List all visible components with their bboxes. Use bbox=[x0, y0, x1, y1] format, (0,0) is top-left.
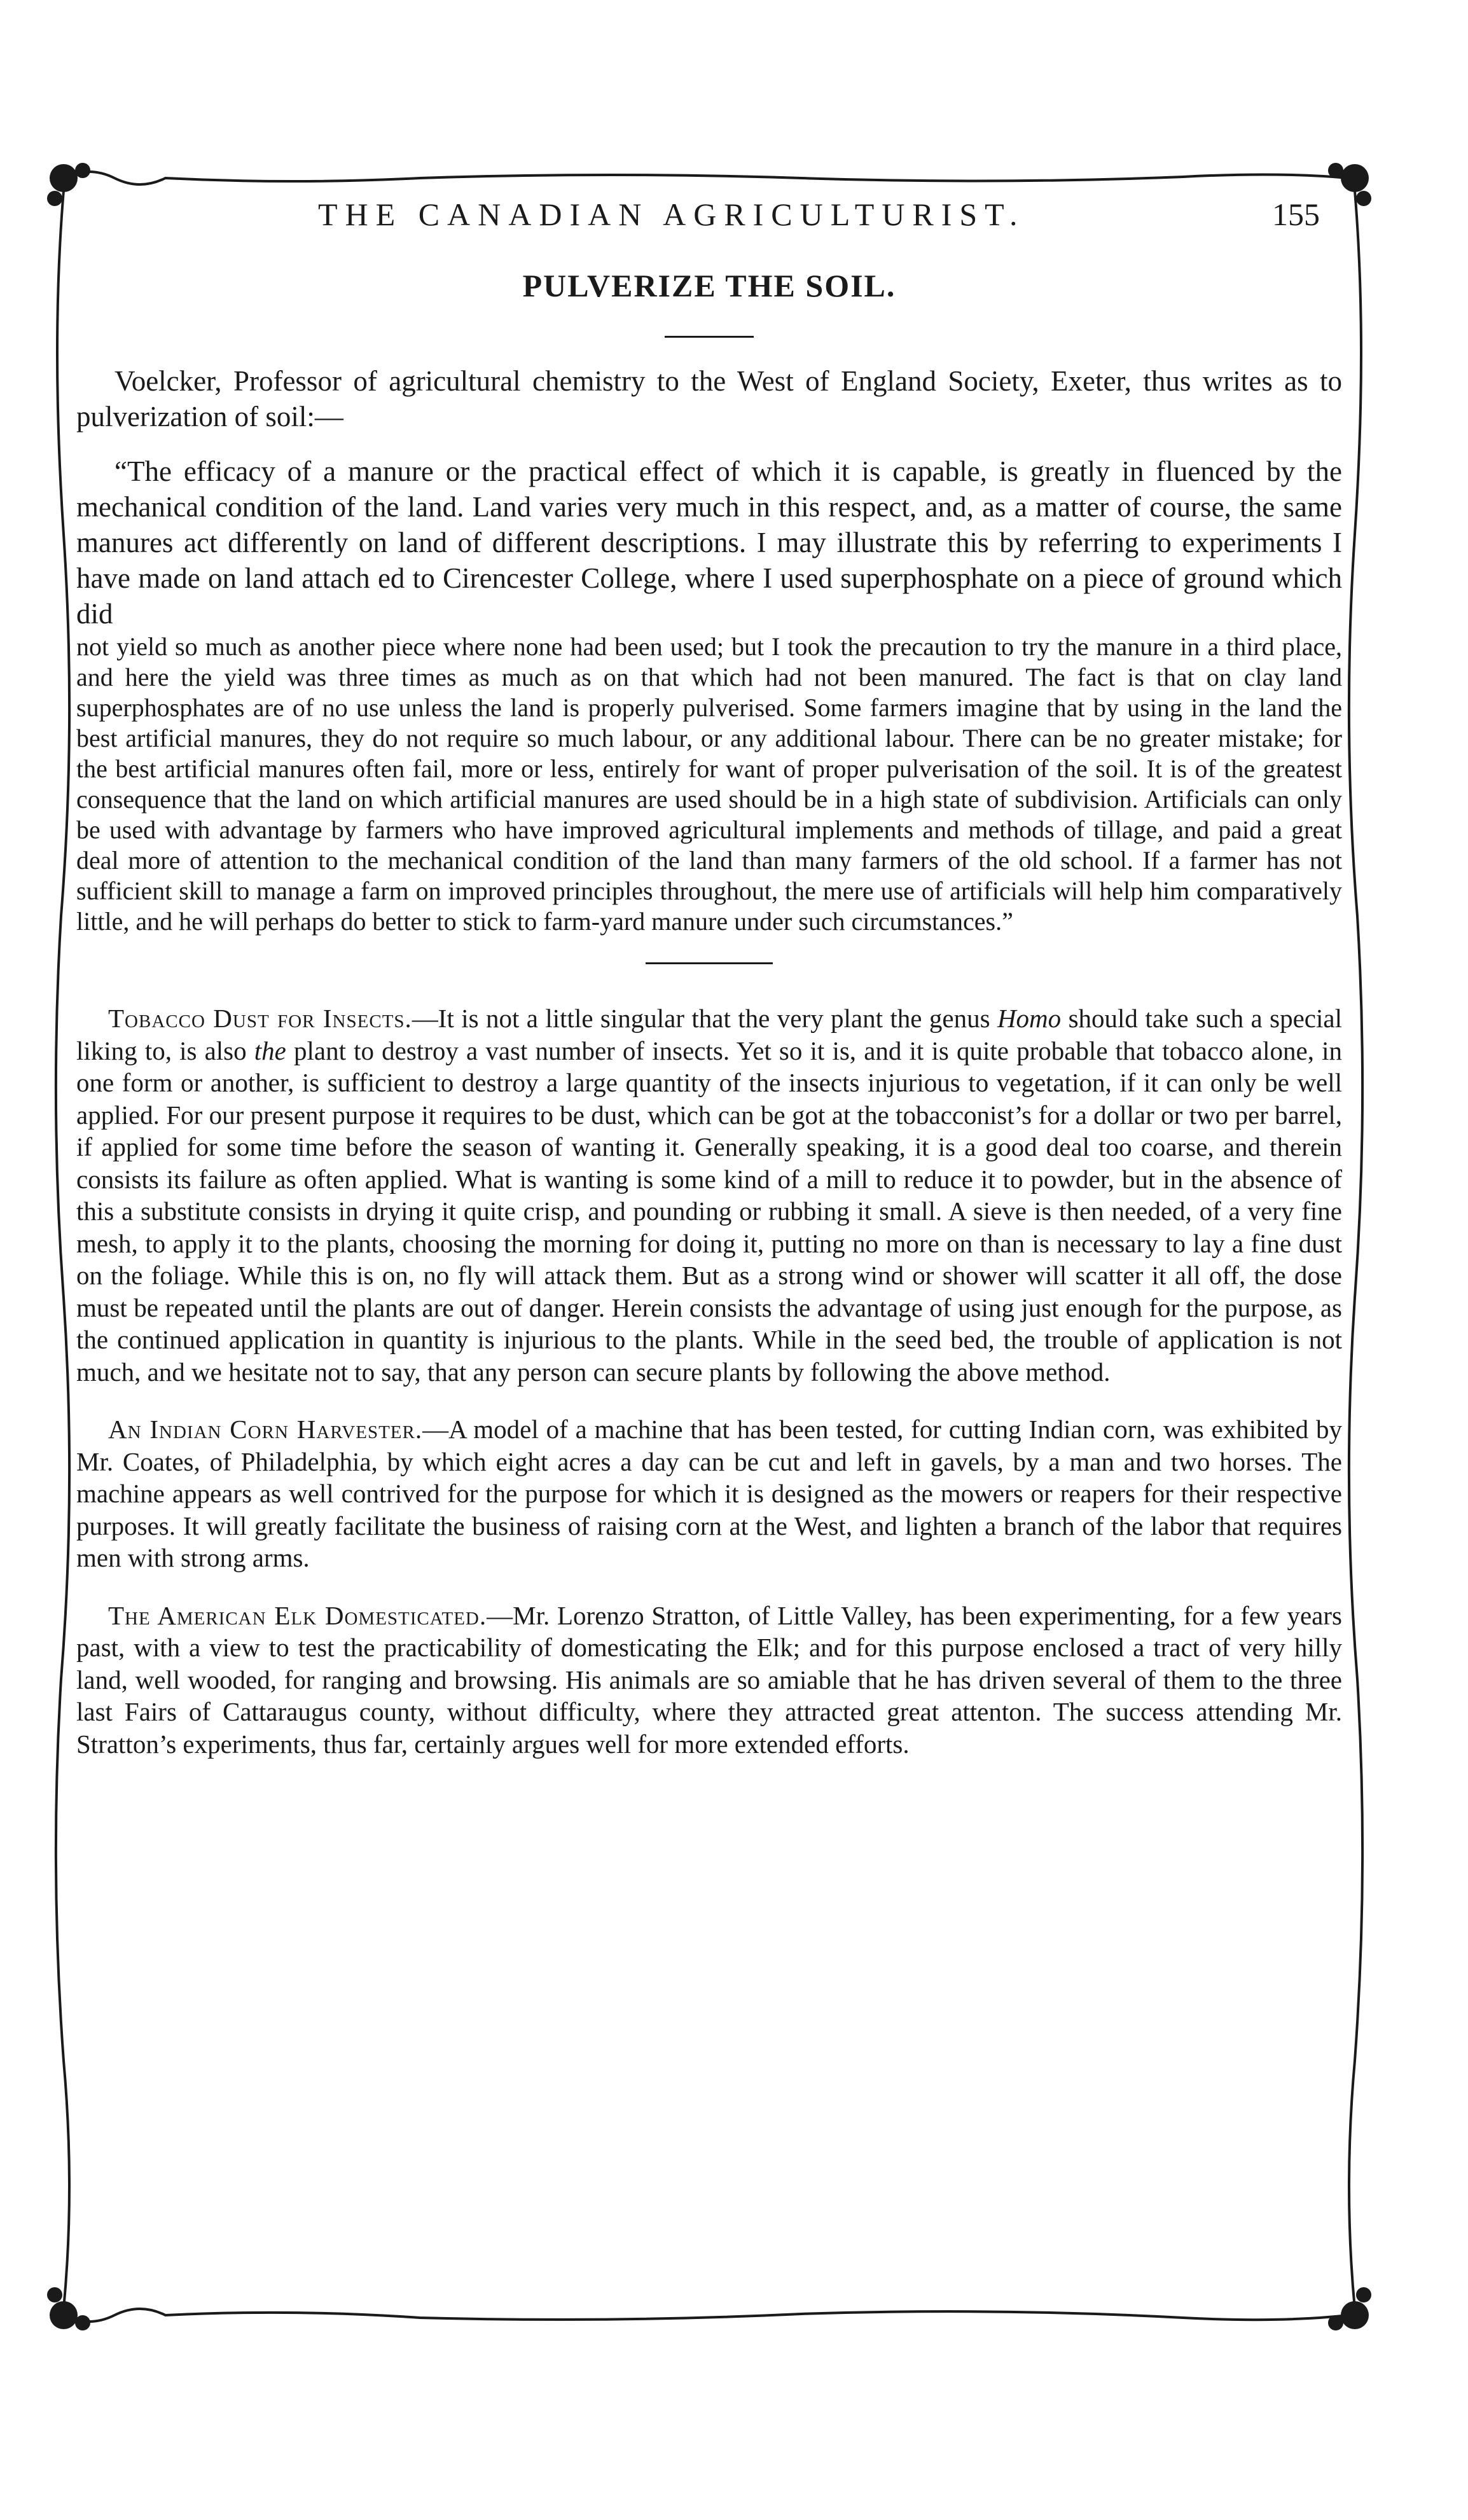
article-quote-part2: not yield so much as another piece where none had been used; but I took the precaution to try the manure in a third place, and here the yield was three times as much as on that which had not been manured. The fact is that on clay land superphosphates are of no use unless the land is properly pulverised. Some farmers imagine that by using in the land the best artificial manures, they do not require so much labour, or any additional labour. There can be no greater mistake; for the best artificial manures often fail, more or less, entirely for want of proper pulverisation of the soil. It is of the greatest consequence that the land on which artificial manures are used should be in a high state of subdivision. Artificials can only be used with advantage by farmers who have improved agricultural implements and methods of tillage, and paid a great deal more of attention to the mechanical condition of the land than many farmers of the old school. If a farmer has not sufficient skill to manage a farm on improved principles throughout, the mere use of artificials will help him comparatively little, and he will perhaps do better to stick to farm-yard manure under such circumstances.” bbox=[76, 632, 1342, 936]
elk-domesticated-body: —Mr. Lorenzo Stratton, of Little Valley, has been experimenting, for a few years past, with a view to test the practicability of domesticating the Elk; and for this purpose enclosed a tract of very hilly land, well wooded, for ranging and browsing. His animals are so amiable that he has driven several of them to the three last Fairs of Cattaraugus county, without difficulty, where they attracted great attenton. The success attending Mr. Stratton’s experiments, thus far, certainly argues well for more extended efforts. bbox=[76, 1600, 1342, 1759]
running-head bbox=[38, 196, 1380, 247]
corn-harvester-heading: An Indian Corn Harvester. bbox=[108, 1415, 423, 1444]
tobacco-dust-body-c: plant to destroy a vast number of insects. Yet so it is, and it is quite probable that tobacco alone, in one form or another, is sufficient to destroy a large quantity of the insects injurious to vegetation, if it can only be well applied. For our present purpose it requires to be dust, which can be got at the tobacconist’s for a dollar or two per barrel, if applied for some time before the season of wanting it. Generally speaking, it is a good deal too coarse, and therein consists its failure as often applied. What is wanting is some kind of a mill to reduce it to powder, but in the absence of this a substitute consists in drying it quite crisp, and pounding or rubbing it small. A sieve is then needed, of a very fine mesh, to apply it to the plants, choosing the morning for doing it, putting no more on than is necessary to lay a fine dust on the foliage. While this is on, no fly will attack them. But as a strong wind or shower will scatter it all off, the dose must be repeated until the plants are out of danger. Herein consists the advantage of using just enough for the purpose, as the continued application in quantity is injurious to the plants. While in the seed bed, the trouble of application is not much, and we hesitate not to say, that any person can secure plants by following the above method. bbox=[76, 1035, 1342, 1387]
page-frame bbox=[38, 153, 1380, 2341]
elk-domesticated-item bbox=[76, 1600, 1342, 1761]
tobacco-dust-heading: Tobacco Dust for Insects. bbox=[108, 1004, 412, 1033]
page-number: 155 bbox=[1272, 197, 1320, 232]
journal-title: THE CANADIAN AGRICULTURIST. bbox=[318, 197, 1025, 232]
elk-domesticated-heading: The American Elk Domesticated. bbox=[108, 1600, 487, 1630]
article-quote-part1: “The efficacy of a manure or the practical effect of which it is capable, is greatly in fluenced by the mechanical condition of the land. Land varies very much in this respect, and, as a matter of course, the same manures act differently on land of different descriptions. I may illustrate this by referring to experiments I have made on land attach ed to Cirencester College, where I used superphosphate on a piece of ground which did bbox=[76, 455, 1342, 630]
corn-harvester-body: —A model of a machine that has been tested, for cutting Indian corn, was exhibited by Mr. Coates, of Philadelphia, by which eight acres a day can be cut and left in gavels, by a man and two horses. The machine appears as well contrived for the purpose for which it is designed as the mowers or reapers for their respective purposes. It will greatly facilitate the business of raising corn at the West, and lighten a branch of the labor that requires men with strong arms. bbox=[76, 1415, 1342, 1572]
tobacco-dust-item bbox=[76, 1002, 1342, 1388]
article-title: PULVERIZE THE SOIL. bbox=[522, 268, 896, 303]
title-divider bbox=[665, 336, 754, 338]
tobacco-dust-homo: Homo bbox=[997, 1004, 1062, 1033]
section-divider bbox=[646, 962, 773, 964]
page-content bbox=[76, 267, 1342, 1785]
corn-harvester-item bbox=[76, 1413, 1342, 1574]
article-intro: Voelcker, Professor of agricultural chemistry to the West of England Society, Exeter, thus writes as to pulverization of soil:— bbox=[76, 365, 1342, 433]
tobacco-dust-the: the bbox=[254, 1035, 286, 1065]
tobacco-dust-body-b: should take such a special liking to, is also bbox=[76, 1004, 1342, 1065]
tobacco-dust-body-a: —It is not a little singular that the very plant the genus bbox=[412, 1004, 997, 1033]
